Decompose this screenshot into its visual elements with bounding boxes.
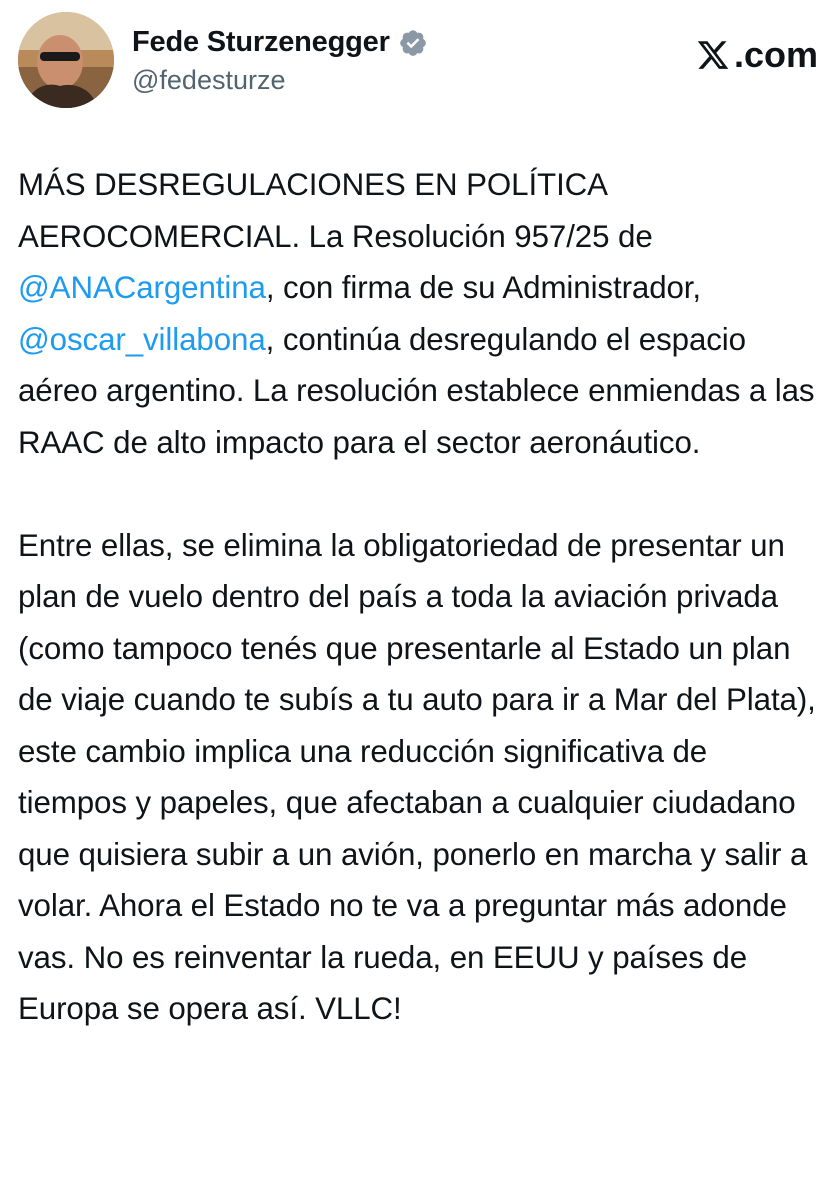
x-brand — [696, 34, 818, 76]
avatar-photo — [18, 12, 114, 108]
tweet-paragraph: Entre ellas, se elimina la obligatoriedad de presentar un plan de vuelo dentro del país a toda la aviación privada (como tampoco tenés que presentarle al Estado un plan de viaje cuando te subís a tu auto para ir a Mar del Plata), este cambio implica una reducción significativa de tiempos y papeles, que afectaban a cualquier ciudadano que quisiera subir a un avión, ponerlo en marcha y salir a volar. Ahora el Estado no te va a preguntar más adonde vas. No es reinventar la rueda, en EEUU y países de Europa se opera así. VLLC! — [18, 527, 816, 1026]
tweet-text-segment: , continúa desregulando el espacio aéreo argentino. La resolución establece enmiendas a las RAAC de alto impacto para el sector aeronáutico. — [18, 321, 815, 460]
tweet-header — [18, 12, 818, 112]
tweet-text — [18, 159, 818, 1035]
avatar[interactable] — [18, 12, 114, 108]
verified-badge-icon — [398, 28, 428, 58]
tweet-text-segment: , con firma de su Administrador, — [265, 270, 701, 305]
mention-link[interactable]: @ANACargentina — [18, 270, 266, 305]
mention-link[interactable]: @oscar_villabona — [18, 321, 266, 357]
tweet-paragraph — [18, 159, 818, 468]
author-handle[interactable]: @fedesturze — [132, 65, 286, 95]
x-logo-icon — [696, 38, 730, 72]
brand-suffix: .com — [733, 34, 818, 75]
tweet-text-segment: MÁS DESREGULACIONES EN POLÍTICA AEROCOMERCIAL. La Resolución 957/25 de — [18, 167, 653, 254]
author-name[interactable]: Fede Sturzenegger — [132, 26, 390, 58]
author-info — [132, 26, 428, 96]
